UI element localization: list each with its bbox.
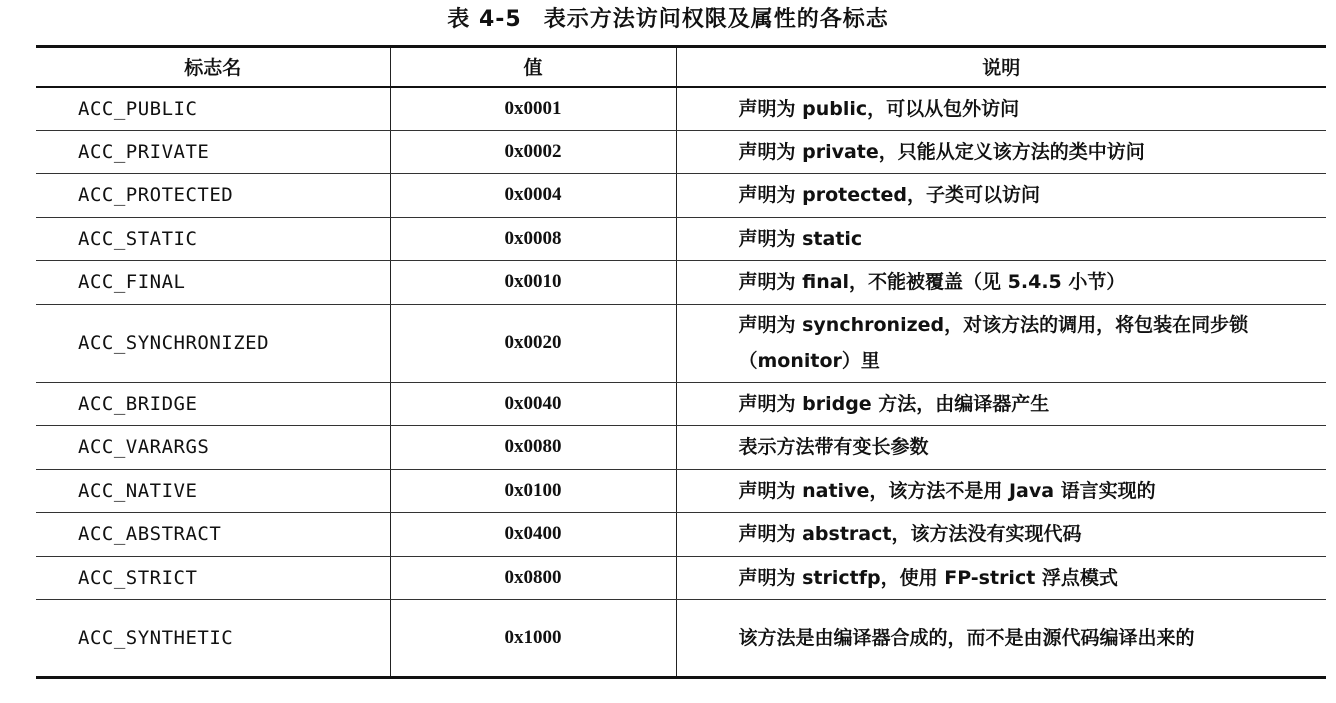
flag-name-cell: ACC_STRICT bbox=[36, 556, 390, 600]
table-row bbox=[36, 382, 1326, 426]
table-row bbox=[36, 304, 1326, 382]
flag-name-cell: ACC_ABSTRACT bbox=[36, 513, 390, 557]
table-number: 表 4-5 bbox=[447, 7, 522, 32]
flag-description-cell: 表示方法带有变长参数 bbox=[676, 426, 1326, 470]
table-row bbox=[36, 600, 1326, 678]
flag-name-cell: ACC_SYNCHRONIZED bbox=[36, 304, 390, 382]
flag-name-cell: ACC_PRIVATE bbox=[36, 130, 390, 174]
flag-description-cell: 声明为 synchronized，对该方法的调用，将包装在同步锁（monitor）里 bbox=[676, 304, 1326, 382]
header-value: 值 bbox=[390, 47, 676, 87]
flag-name-cell: ACC_VARARGS bbox=[36, 426, 390, 470]
flag-value-cell: 0x0040 bbox=[390, 382, 676, 426]
table-row bbox=[36, 130, 1326, 174]
flag-description-cell: 该方法是由编译器合成的，而不是由源代码编译出来的 bbox=[676, 600, 1326, 678]
flag-value-cell: 0x0800 bbox=[390, 556, 676, 600]
table-row bbox=[36, 261, 1326, 305]
flag-value-cell: 0x0020 bbox=[390, 304, 676, 382]
table-body bbox=[36, 87, 1326, 678]
flag-description-cell: 声明为 abstract，该方法没有实现代码 bbox=[676, 513, 1326, 557]
flag-value-cell: 0x0001 bbox=[390, 87, 676, 131]
table-row bbox=[36, 513, 1326, 557]
table-row bbox=[36, 426, 1326, 470]
flag-value-cell: 0x0008 bbox=[390, 217, 676, 261]
flag-value-cell: 0x0010 bbox=[390, 261, 676, 305]
flag-description-cell: 声明为 native，该方法不是用 Java 语言实现的 bbox=[676, 469, 1326, 513]
flag-value-cell: 0x0002 bbox=[390, 130, 676, 174]
flag-name-cell: ACC_STATIC bbox=[36, 217, 390, 261]
flag-description-cell: 声明为 private，只能从定义该方法的类中访问 bbox=[676, 130, 1326, 174]
table-row bbox=[36, 87, 1326, 131]
flag-description-cell: 声明为 protected，子类可以访问 bbox=[676, 174, 1326, 218]
table-row bbox=[36, 174, 1326, 218]
flag-value-cell: 0x0100 bbox=[390, 469, 676, 513]
flag-name-cell: ACC_BRIDGE bbox=[36, 382, 390, 426]
flag-description-cell: 声明为 public，可以从包外访问 bbox=[676, 87, 1326, 131]
flag-name-cell: ACC_NATIVE bbox=[36, 469, 390, 513]
table-row bbox=[36, 556, 1326, 600]
header-flag-name: 标志名 bbox=[36, 47, 390, 87]
flag-value-cell: 0x0080 bbox=[390, 426, 676, 470]
table-title: 表示方法访问权限及属性的各标志 bbox=[543, 7, 889, 32]
flag-name-cell: ACC_SYNTHETIC bbox=[36, 600, 390, 678]
flag-description-cell: 声明为 bridge 方法，由编译器产生 bbox=[676, 382, 1326, 426]
flag-value-cell: 0x0400 bbox=[390, 513, 676, 557]
flag-value-cell: 0x1000 bbox=[390, 600, 676, 678]
flag-name-cell: ACC_PROTECTED bbox=[36, 174, 390, 218]
flag-name-cell: ACC_PUBLIC bbox=[36, 87, 390, 131]
table-caption bbox=[0, 4, 1336, 36]
flag-description-cell: 声明为 strictfp，使用 FP-strict 浮点模式 bbox=[676, 556, 1326, 600]
flag-description-cell: 声明为 static bbox=[676, 217, 1326, 261]
table-row bbox=[36, 469, 1326, 513]
table-row bbox=[36, 217, 1326, 261]
flag-description-cell: 声明为 final，不能被覆盖（见 5.4.5 小节） bbox=[676, 261, 1326, 305]
header-description: 说明 bbox=[676, 47, 1326, 87]
header-row bbox=[36, 47, 1326, 87]
flag-name-cell: ACC_FINAL bbox=[36, 261, 390, 305]
flag-value-cell: 0x0004 bbox=[390, 174, 676, 218]
table-header bbox=[36, 47, 1326, 87]
method-access-flags-table bbox=[36, 45, 1326, 679]
